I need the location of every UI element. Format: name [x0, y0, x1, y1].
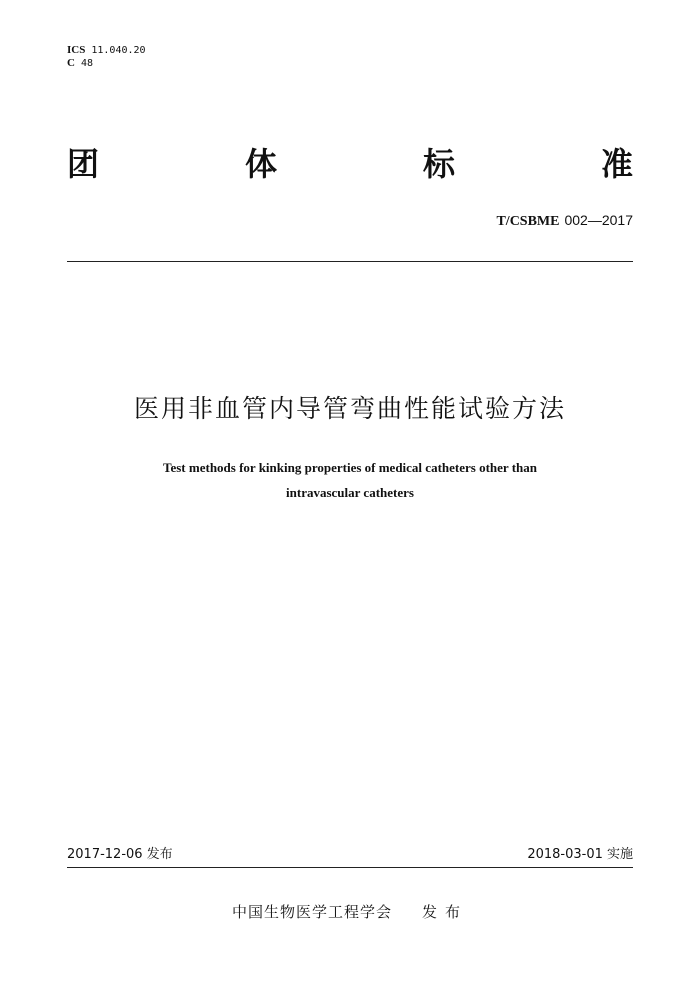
standard-type-char: 准: [600, 145, 633, 183]
standard-type-char: 体: [244, 145, 277, 183]
publisher: [0, 900, 700, 924]
standard-type-heading: [67, 144, 633, 184]
title-english: [0, 455, 700, 505]
issue-date: 2017-12-06 发布: [67, 847, 173, 862]
title-english-line: intravascular catheters: [286, 485, 414, 500]
ccs-code: C 48: [67, 57, 94, 69]
standard-number: [496, 211, 633, 231]
standard-type-char: 标: [422, 145, 455, 183]
title-english-line: Test methods for kinking properties of medical catheters other than: [163, 460, 537, 475]
ics-code: ICS 11.040.20: [67, 44, 146, 56]
implementation-date: 2018-03-01 实施: [527, 847, 633, 862]
publisher-organization: 中国生物医学工程学会: [231, 903, 392, 921]
classification-codes: [67, 44, 146, 70]
standard-number-prefix: T/CSBME: [496, 214, 560, 229]
publisher-action: 发布: [422, 903, 469, 921]
bottom-divider: [67, 867, 633, 868]
standard-type-char: 团: [67, 145, 100, 183]
standard-number-value: 002—2017: [564, 212, 633, 228]
title-chinese: 医用非血管内导管弯曲性能试验方法: [133, 394, 566, 423]
top-divider: [67, 261, 633, 262]
